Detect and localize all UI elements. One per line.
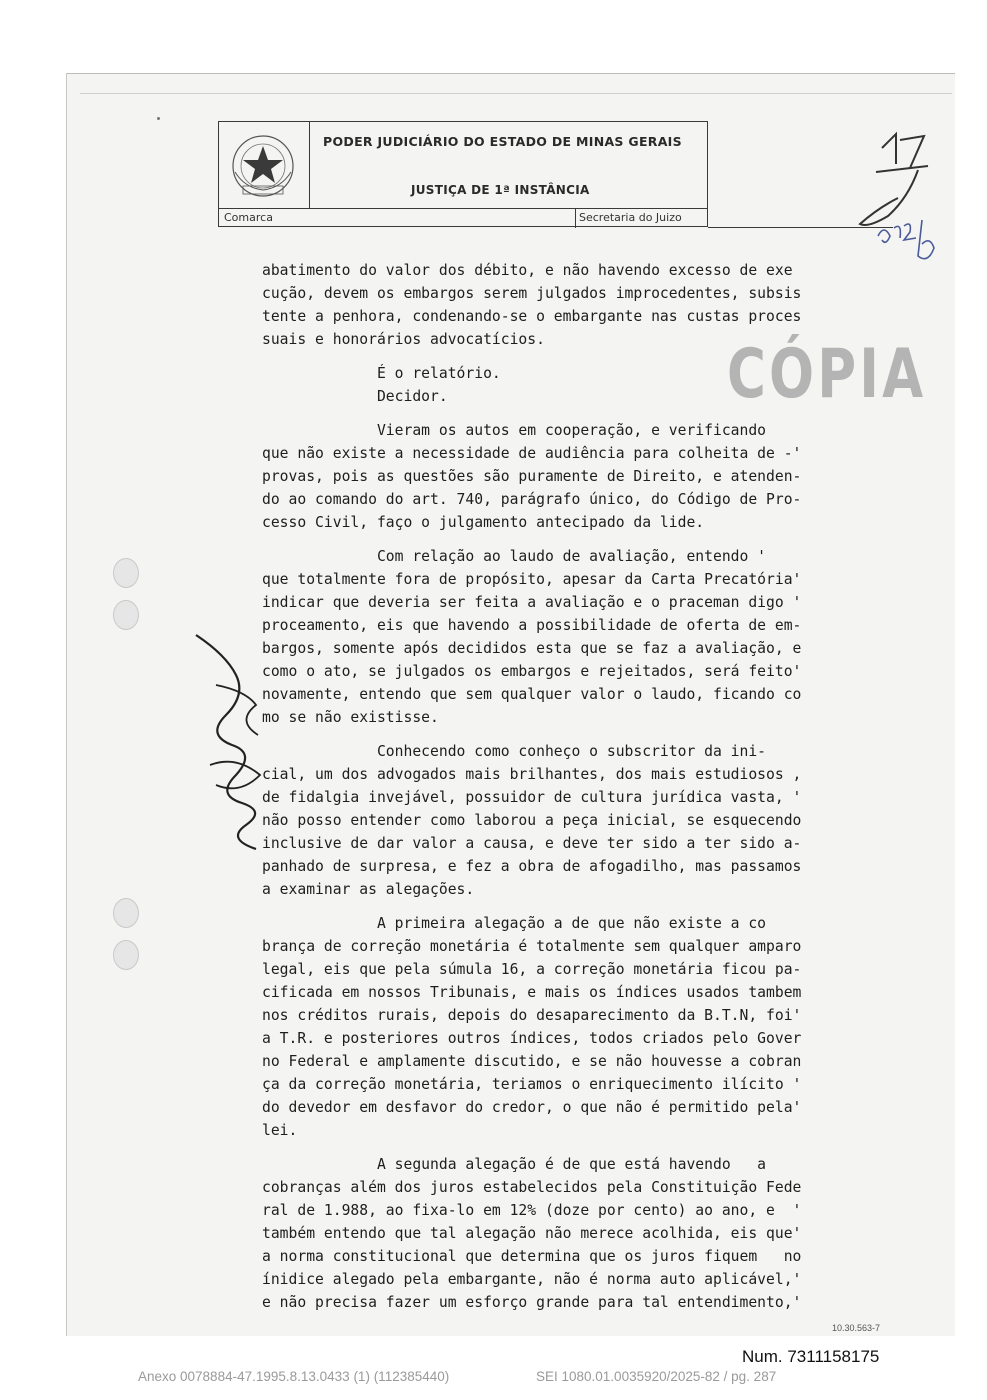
comarca-label: Comarca	[224, 211, 273, 224]
text-line: nos créditos rurais, depois do desaparecimento da B.T.N, foi'	[262, 1007, 802, 1024]
text-line: também entendo que tal alegação não merece acolhida, eis que'	[262, 1225, 802, 1242]
text-line: brança de correção monetária é totalmente sem qualquer amparo	[262, 938, 802, 955]
punch-hole	[113, 898, 139, 928]
text-line: Conhecendo como conheço o subscritor da ini-	[262, 743, 767, 760]
letterhead-box	[218, 121, 708, 227]
sei-reference: SEI 1080.01.0035920/2025-82 / pg. 287	[536, 1369, 777, 1384]
paragraph-gap	[262, 351, 922, 362]
attachment-reference: Anexo 0078884-47.1995.8.13.0433 (1) (112385440)	[138, 1369, 450, 1384]
text-line: A segunda alegação é de que está havendo a	[262, 1156, 767, 1173]
decision-text	[262, 259, 922, 1314]
letterhead-divider	[309, 122, 310, 208]
text-line: ínidice alegado pela embargante, não é norma auto aplicável,'	[262, 1271, 802, 1288]
text-line: que não existe a necessidade de audiência para colheita de -'	[262, 445, 802, 462]
text-line: inclusive de dar valor a causa, e deve ter sido a ter sido a-	[262, 835, 802, 852]
text-line: É o relatório.	[262, 365, 501, 382]
text-line: a T.R. e posteriores outros índices, todos criados pelo Gover	[262, 1030, 802, 1047]
text-line: no Federal e amplamente discutido, e se não houvesse a cobran	[262, 1053, 802, 1070]
handwritten-page-number-icon	[838, 128, 938, 268]
text-line: tente a penhora, condenando-se o embargante nas custas proces	[262, 308, 802, 325]
text-line: cificada em nossos Tribunais, e mais os índices usados tambem	[262, 984, 802, 1001]
copy-stamp: CÓPIA	[727, 335, 927, 414]
text-line: e não precisa fazer um esforço grande para tal entendimento,'	[262, 1294, 802, 1311]
text-line: abatimento do valor dos débito, e não havendo excesso de exe	[262, 262, 793, 279]
text-line: novamente, entendo que sem qualquer valor o laudo, ficando co	[262, 686, 802, 703]
text-line: a norma constitucional que determina que os juros fiquem no	[262, 1248, 802, 1265]
court-subtitle: JUSTIÇA DE 1ª INSTÂNCIA	[411, 183, 590, 197]
text-line: do ao comando do art. 740, parágrafo único, do Código de Pro-	[262, 491, 802, 508]
punch-hole	[113, 600, 139, 630]
text-line: ça da correção monetária, teriamos o enriquecimento ilícito '	[262, 1076, 802, 1093]
court-title: PODER JUDICIÁRIO DO ESTADO DE MINAS GERAIS	[323, 134, 682, 149]
text-line: proceamento, eis que havendo a possibilidade de oferta de em-	[262, 617, 802, 634]
text-line: de fidalgia invejável, possuidor de cultura jurídica vasta, '	[262, 789, 802, 806]
paragraph-gap	[262, 534, 922, 545]
paragraph-gap	[262, 408, 922, 419]
text-line: cial, um dos advogados mais brilhantes, dos mais estudiosos ,	[262, 766, 802, 783]
text-line: lei.	[262, 1122, 298, 1139]
text-line: legal, eis que pela súmula 16, a correção monetária ficou pa-	[262, 961, 802, 978]
letterhead-field-divider	[575, 208, 576, 228]
text-line: mo se não existisse.	[262, 709, 439, 726]
punch-hole	[113, 940, 139, 970]
scan-top-rule	[80, 93, 952, 94]
text-line: bargos, somente após decididos esta que se faz a avaliação, e	[262, 640, 802, 657]
text-line: panhado de surpresa, e fez a obra de afogadilho, mas passamos	[262, 858, 802, 875]
text-line: cesso Civil, faço o julgamento antecipado da lide.	[262, 514, 705, 531]
text-line: Vieram os autos em cooperação, e verificando	[262, 422, 767, 439]
paragraph-gap	[262, 1142, 922, 1153]
paragraph-gap	[262, 729, 922, 740]
letterhead-rule	[219, 208, 707, 209]
text-line: a examinar as alegações.	[262, 881, 475, 898]
handwritten-signature-icon	[186, 625, 276, 855]
text-line: provas, pois as questões são puramente de Direito, e atenden-	[262, 468, 802, 485]
form-code: 10.30.563-7	[832, 1323, 881, 1333]
scan-speck	[157, 117, 160, 120]
text-line: do devedor em desfavor do credor, o que não é permitido pela'	[262, 1099, 802, 1116]
secretaria-label: Secretaria do Juizo	[579, 211, 682, 224]
text-line: indicar que deveria ser feita a avaliação e o praceman digo '	[262, 594, 802, 611]
text-line: não posso entender como laborou a peça inicial, se esquecendo	[262, 812, 802, 829]
text-line: suais e honorários advocatícios.	[262, 331, 545, 348]
text-line: A primeira alegação a de que não existe a co	[262, 915, 767, 932]
text-line: Com relação ao laudo de avaliação, entendo '	[262, 548, 767, 565]
paragraph-gap	[262, 901, 922, 912]
text-line: Decidor.	[262, 388, 448, 405]
text-line: que totalmente fora de propósito, apesar da Carta Precatória'	[262, 571, 802, 588]
document-number: Num. 7311158175	[742, 1347, 880, 1366]
punch-hole	[113, 558, 139, 588]
text-line: ral de 1.988, ao fixa-lo em 12% (doze por cento) ao ano, e '	[262, 1202, 802, 1219]
text-line: cobranças além dos juros estabelecidos pela Constituição Fede	[262, 1179, 802, 1196]
state-coat-of-arms-icon	[227, 132, 299, 202]
text-line: cução, devem os embargos serem julgados improcedentes, subsis	[262, 285, 802, 302]
text-line: como o ato, se julgados os embargos e rejeitados, será feito'	[262, 663, 802, 680]
